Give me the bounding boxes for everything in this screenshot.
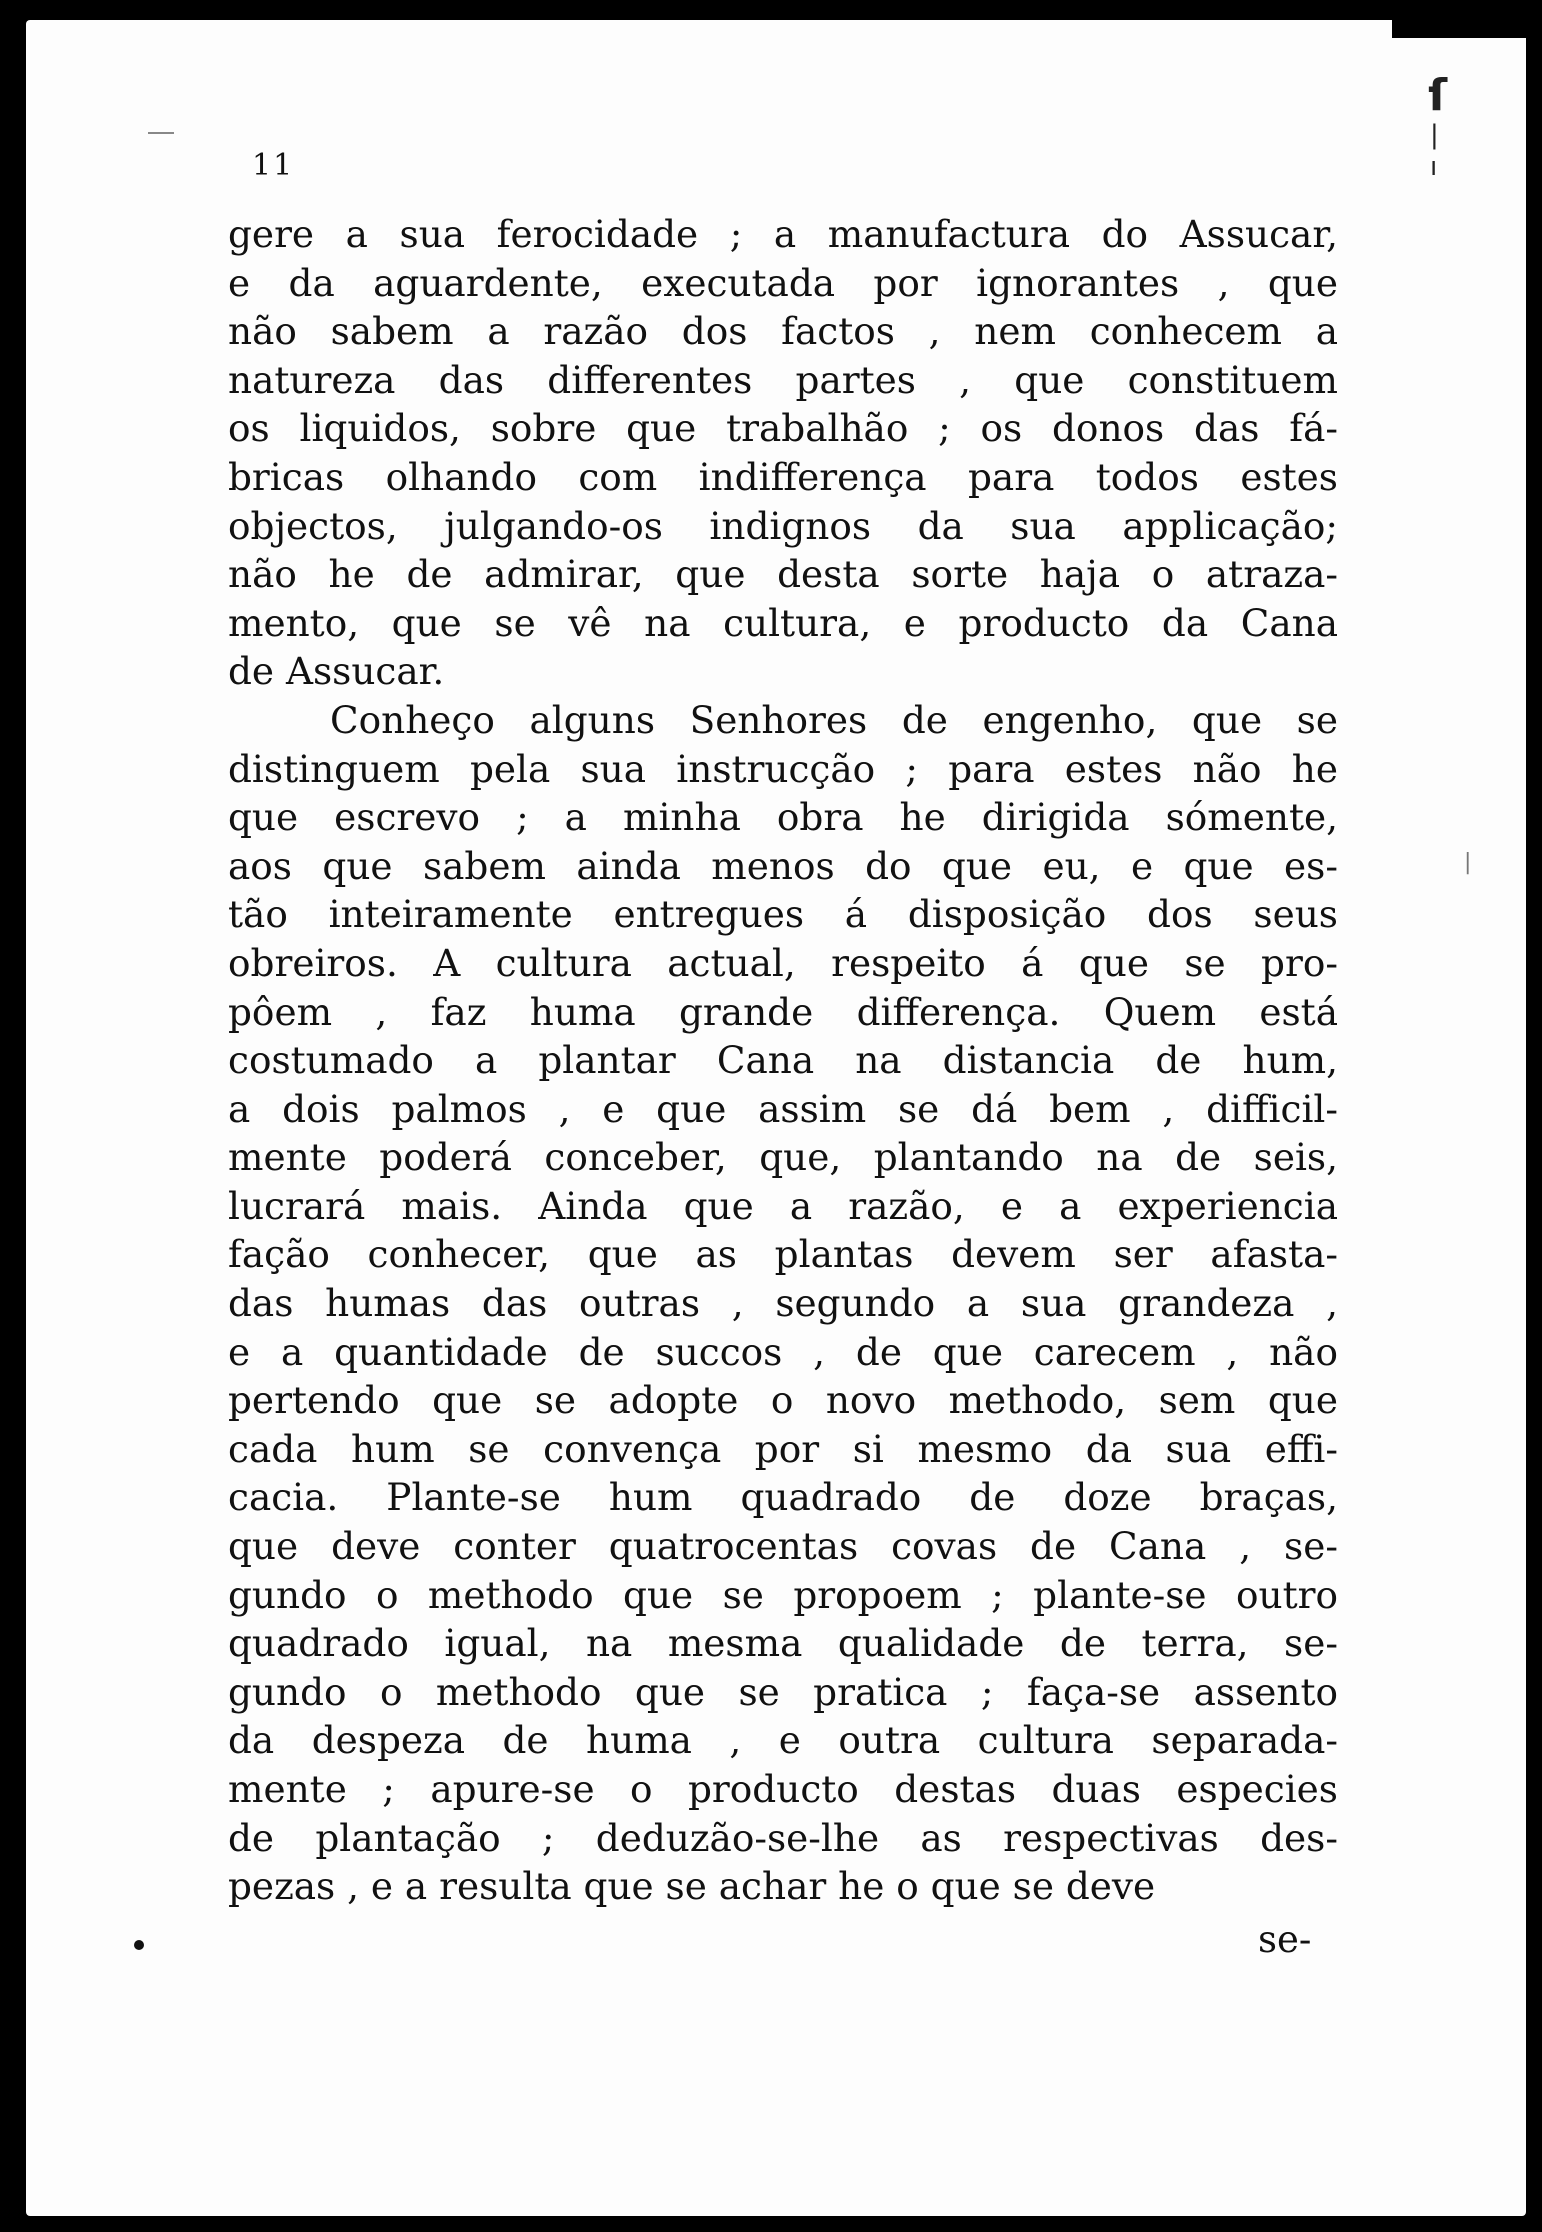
text-line: costumado a plantar Cana na distancia de hum,: [228, 1038, 1338, 1083]
text-line: tão inteiramente entregues á disposição dos seus: [228, 892, 1338, 937]
scan-edge: [1392, 0, 1542, 38]
text-line: lucrará mais. Ainda que a razão, e a experiencia: [228, 1183, 1338, 1228]
text-line: de Assucar.: [228, 649, 445, 694]
text-line: e a quantidade de succos , de que carecem , não: [228, 1329, 1338, 1374]
text-line: e da aguardente, executada por ignorantes , que: [228, 260, 1338, 305]
body-text: [228, 210, 1338, 1911]
margin-mark-icon: [148, 132, 174, 134]
text-line: a dois palmos , e que assim se dá bem , difficil-: [228, 1086, 1338, 1131]
text-line: das humas das outras , segundo a sua grandeza ,: [228, 1281, 1338, 1326]
text-line: pôem , faz huma grande differença. Quem está: [228, 989, 1338, 1034]
text-line: Conheço alguns Senhores de engenho, que se: [330, 697, 1338, 742]
text-line: gundo o methodo que se pratica ; faça-se assento: [228, 1669, 1338, 1714]
text-line: mente ; apure-se o producto destas duas especies: [228, 1767, 1338, 1811]
text-line: fação conhecer, que as plantas devem ser afasta-: [228, 1232, 1338, 1277]
text-line: que escrevo ; a minha obra he dirigida sómente,: [228, 795, 1338, 840]
text-line: da despeza de huma , e outra cultura separada-: [228, 1718, 1338, 1763]
margin-mark-icon: ı: [1430, 152, 1438, 182]
text-line: bricas olhando com indifferença para todos estes: [228, 454, 1338, 499]
text-line: não he de admirar, que desta sorte haja o atraza-: [228, 552, 1338, 597]
text-line: pezas , e a resulta que se achar he o que se deve: [228, 1864, 1156, 1909]
text-line: mente poderá conceber, que, plantando na de seis,: [228, 1135, 1338, 1180]
text-line: distinguem pela sua instrucção ; para estes não he: [228, 746, 1338, 791]
text-line: obreiros. A cultura actual, respeito á que se pro-: [228, 940, 1338, 985]
catchword: se-: [1258, 1918, 1312, 1961]
text-line: os liquidos, sobre que trabalhão ; os donos das fá-: [228, 406, 1338, 451]
text-line: que deve conter quatrocentas covas de Cana , se-: [228, 1524, 1338, 1569]
margin-mark-icon: |: [1430, 120, 1439, 150]
text-line: não sabem a razão dos factos , nem conhecem a: [228, 309, 1338, 354]
text-line: gundo o methodo que se propoem ; plante-se outro: [228, 1572, 1338, 1617]
text-line: quadrado igual, na mesma qualidade de terra, se-: [228, 1621, 1338, 1666]
text-line: de plantação ; deduzão-se-lhe as respectivas des-: [228, 1815, 1338, 1860]
margin-mark-icon: |: [1464, 850, 1472, 875]
text-line: pertendo que se adopte o novo methodo, sem que: [228, 1378, 1338, 1423]
ink-speck: [134, 1940, 144, 1950]
page-number: 11: [252, 148, 295, 183]
text-line: mento, que se vê na cultura, e producto da Cana: [228, 600, 1338, 645]
text-line: aos que sabem ainda menos do que eu, e que es-: [228, 843, 1338, 888]
text-line: natureza das differentes partes , que constituem: [228, 357, 1338, 402]
margin-mark-icon: ſ: [1428, 70, 1448, 121]
text-line: cada hum se convença por si mesmo da sua effi-: [228, 1426, 1338, 1471]
text-line: cacia. Plante-se hum quadrado de doze braças,: [228, 1475, 1338, 1520]
text-line: objectos, julgando-os indignos da sua applicação;: [228, 503, 1338, 548]
text-line: gere a sua ferocidade ; a manufactura do Assucar,: [228, 212, 1338, 256]
